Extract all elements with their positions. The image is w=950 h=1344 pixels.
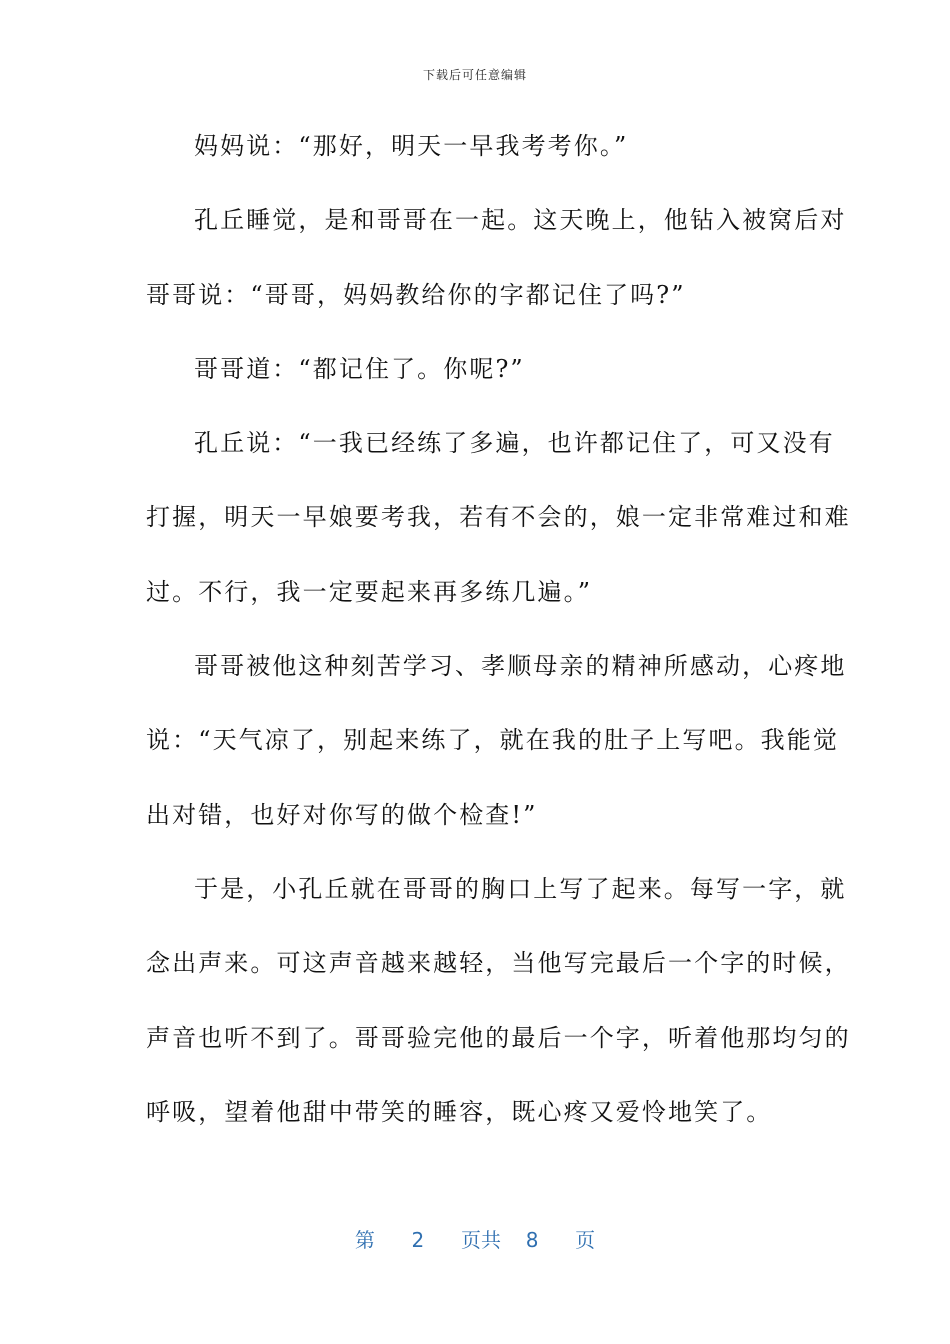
paragraph-line: 于是，小孔丘就在哥哥的胸口上写了起来。每写一字，就 [194,874,847,903]
page-footer [0,1224,950,1253]
paragraph-line: 念出声来。可这声音越来越轻，当他写完最后一个字的时候， [146,949,851,978]
paragraph-line: 哥哥道：“都记住了。你呢?” [194,354,525,383]
paragraph-line: 哥哥被他这种刻苦学习、孝顺母亲的精神所感动，心疼地 [194,652,847,681]
document-body [146,126,851,1166]
paragraph-line: 说：“天气凉了，别起来练了，就在我的肚子上写吧。我能觉 [146,726,839,755]
paragraph-line: 孔丘睡觉，是和哥哥在一起。这天晚上，他钻入被窝后对 [194,206,847,235]
footer-suffix: 页 [575,1228,596,1252]
paragraph-line: 孔丘说：“一我已经练了多遍，也许都记住了，可又没有 [194,429,835,458]
paragraph-line: 打握，明天一早娘要考我，若有不会的，娘一定非常难过和难 [146,503,851,532]
total-pages-number: 8 [525,1228,539,1252]
page-header: 下载后可任意编辑 [422,68,527,82]
current-page-number: 2 [411,1228,425,1252]
paragraph-line: 呼吸，望着他甜中带笑的睡容，既心疼又爱怜地笑了。 [146,1097,773,1126]
footer-prefix: 第 [354,1228,375,1252]
paragraph-line: 声音也听不到了。哥哥验完他的最后一个字，听着他那均匀的 [146,1023,851,1052]
footer-middle: 页共 [461,1228,501,1252]
paragraph-line: 哥哥说：“哥哥，妈妈教给你的字都记住了吗?” [146,280,686,309]
paragraph-line: 出对错，也好对你写的做个检查!” [146,800,538,829]
paragraph-line: 妈妈说：“那好，明天一早我考考你。” [194,132,629,160]
paragraph-line: 过。不行，我一定要起来再多练几遍。” [146,577,593,606]
